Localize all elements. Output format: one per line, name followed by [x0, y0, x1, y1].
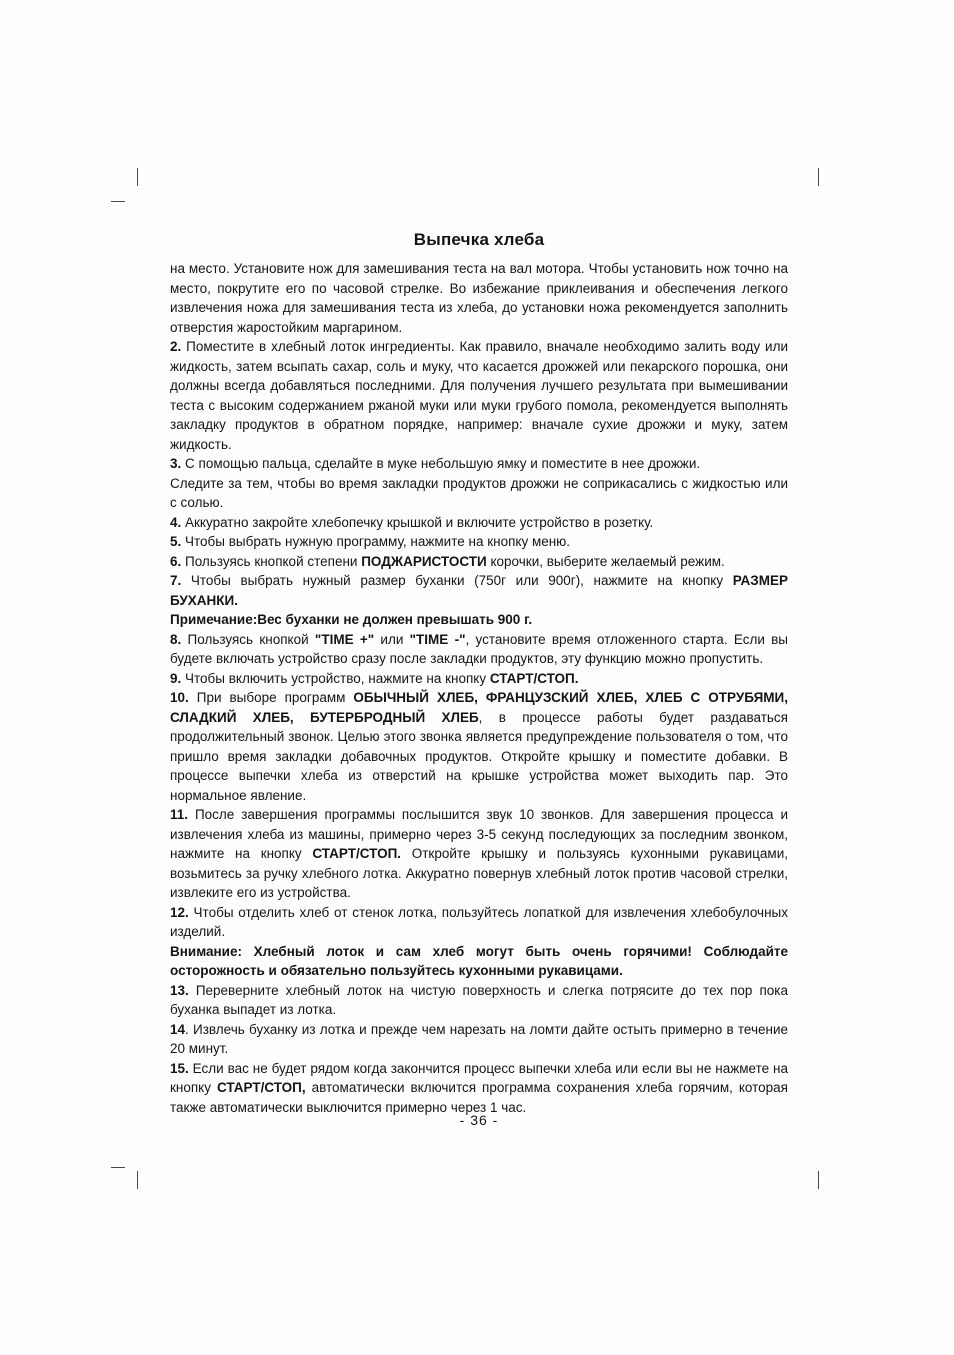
text-segment: Пользуясь кнопкой — [181, 631, 315, 647]
text-segment: Пользуясь кнопкой степени — [181, 553, 362, 569]
paragraph — [170, 688, 788, 805]
document-body — [170, 259, 788, 1117]
paragraph — [170, 1059, 788, 1118]
text-segment-bold: ПОДЖАРИСТОСТИ — [361, 553, 487, 569]
text-segment-bold: 4. — [170, 514, 182, 530]
paragraph — [170, 805, 788, 903]
paragraph — [170, 610, 788, 630]
text-segment-bold: РАЗМЕР БУХАНКИ. — [170, 573, 788, 608]
text-segment: Переверните хлебный лоток на чистую поверхность и слегка потрясите до тех пор пока буханка выпадет из лотка. — [170, 982, 788, 1017]
text-segment: При выборе программ — [188, 690, 354, 705]
paragraph — [170, 981, 788, 1020]
text-segment: Если вас не будет рядом когда закончится процесс выпечки хлеба или если вы не нажмете на кнопку — [170, 1060, 788, 1095]
page-title: Выпечка хлеба — [413, 230, 545, 249]
text-segment: , установите время отложенного старта. Если вы будете включать устройство сразу после закладки продуктов, эту функцию можно пропустить. — [170, 631, 789, 666]
text-segment-bold: 13. — [170, 982, 189, 998]
text-segment-bold: "TIME -" — [409, 631, 466, 647]
content-column — [170, 230, 788, 1117]
text-segment: После завершения программы послышится звук 10 звонков. Для завершения процесса и извлечения хлеба из машины, примерно через 3-5 секунд последующих за последним звонком, нажмите на кнопку — [170, 807, 788, 861]
text-segment-bold: 12. — [170, 904, 189, 920]
text-segment-bold: СТАРТ/СТОП. — [489, 670, 579, 686]
text-segment-bold: ОБЫЧНЫЙ ХЛЕБ, ФРАНЦУЗСКИЙ ХЛЕБ, ХЛЕБ С ОТРУБЯМИ, СЛАДКИЙ ХЛЕБ, БУТЕРБРОДНЫЙ ХЛЕБ — [170, 690, 788, 725]
text-segment-bold: 8. — [170, 631, 182, 647]
text-segment-bold: 9. — [170, 670, 182, 686]
text-segment: С помощью пальца, сделайте в муке небольшую ямку и поместите в нее дрожжи. — [181, 456, 701, 471]
text-segment-bold: СТАРТ/СТОП, — [216, 1080, 306, 1095]
text-segment: Поместите в хлебный лоток ингредиенты. Как правило, вначале необходимо залить воду или жидкость, затем всыпать сахар, соль и муку, что касается дрожжей или пекарского порошка, они должны всегда добавляться последними. Для получения лучшего результата при вымешивании теста с высоким содержанием ржаной муки или муки грубого помола, рекомендуется выполнять закладку продуктов в обратном порядке, например: вначале сухие дрожжи и муку, затем жидкость. — [170, 339, 788, 452]
page-number: - 36 - — [459, 1112, 499, 1128]
text-segment-bold: 15. — [170, 1060, 189, 1076]
paragraph — [170, 259, 788, 337]
text-segment: Чтобы отделить хлеб от стенок лотка, пользуйтесь лопаткой для извлечения хлебобулочных изделий. — [170, 904, 788, 939]
paragraph — [170, 454, 788, 474]
text-segment-bold: "TIME +" — [314, 631, 375, 647]
crop-mark-bottom-right-vertical — [818, 1171, 819, 1189]
text-segment-bold: 6. — [170, 553, 182, 569]
text-segment: на место. Установите нож для замешивания теста на вал мотора. Чтобы установить нож точно на место, покрутите его по часовой стрелке. Во избежание приклеивания и обеспечения легкого извлечения ножа для замешивания теста из хлеба, до установки ножа рекомендуется заполнить отверстия жаростойким маргарином. — [170, 261, 788, 335]
crop-mark-bottom-left-horizontal — [111, 1167, 125, 1168]
crop-mark-top-left-horizontal — [111, 201, 125, 202]
paragraph — [170, 337, 788, 454]
paragraph — [170, 669, 788, 689]
text-segment: корочки, выберите желаемый режим. — [486, 553, 725, 569]
text-segment-bold: 7. — [170, 573, 182, 588]
text-segment-bold: Внимание: Хлебный лоток и сам хлеб могут быть очень горячими! Соблюдайте осторожность и обязательно пользуйтесь кухонными рукавицами. — [170, 943, 788, 978]
text-segment: Чтобы включить устройство, нажмите на кнопку — [181, 670, 490, 686]
text-segment: . Извлечь буханку из лотка и прежде чем нарезать на ломти дайте остыть примерно в течение 20 минут. — [170, 1021, 788, 1056]
text-segment: Чтобы выбрать нужную программу, нажмите на кнопку меню. — [181, 534, 571, 549]
text-segment-bold: 10. — [170, 690, 189, 705]
crop-mark-top-right-vertical — [818, 168, 819, 186]
text-segment-bold: СТАРТ/СТОП. — [312, 846, 402, 861]
text-segment-bold: Примечание:Вес буханки не должен превышать 900 г. — [170, 612, 533, 627]
paragraph — [170, 474, 788, 513]
paragraph — [170, 1020, 788, 1059]
paragraph — [170, 903, 788, 942]
text-segment: Откройте крышку и пользуясь кухонными рукавицами, возьмитесь за ручку хлебного лотка. Аккуратно повернув хлебный лоток против часовой стрелки, извлеките его из устройства. — [170, 846, 788, 900]
text-segment: автоматически включится программа сохранения хлеба горячим, которая также автоматически выключится примерно через 1 час. — [170, 1080, 788, 1115]
text-segment: , в процессе работы будет раздаваться продолжительный звонок. Целью этого звонка является предупреждение пользователя о том, что пришло время закладки добавочных продуктов. Откройте крышку и поместите добавки. В процессе выпечки хлеба из отверстий на крышке устройства может выходить пар. Это нормальное явление. — [170, 709, 788, 803]
text-segment-bold: 3. — [170, 456, 182, 471]
paragraph — [170, 513, 788, 533]
text-segment: Следите за тем, чтобы во время закладки продуктов дрожжи не соприкасались с жидкостью или с солью. — [170, 475, 788, 510]
text-segment-bold: 14 — [170, 1021, 186, 1037]
paragraph — [170, 571, 788, 610]
crop-mark-top-left-vertical — [137, 168, 138, 186]
crop-mark-bottom-left-vertical — [137, 1171, 138, 1189]
text-segment: Аккуратно закройте хлебопечку крышкой и включите устройство в розетку. — [181, 514, 654, 530]
paragraph — [170, 942, 788, 981]
text-segment: или — [374, 631, 410, 647]
text-segment-bold: 5. — [170, 534, 182, 549]
text-segment-bold: 2. — [170, 339, 182, 354]
text-segment-bold: 11. — [170, 807, 189, 822]
text-segment: Чтобы выбрать нужный размер буханки (750г или 900г), нажмите на кнопку — [181, 573, 733, 588]
paragraph — [170, 532, 788, 552]
paragraph — [170, 552, 788, 572]
paragraph — [170, 630, 788, 669]
